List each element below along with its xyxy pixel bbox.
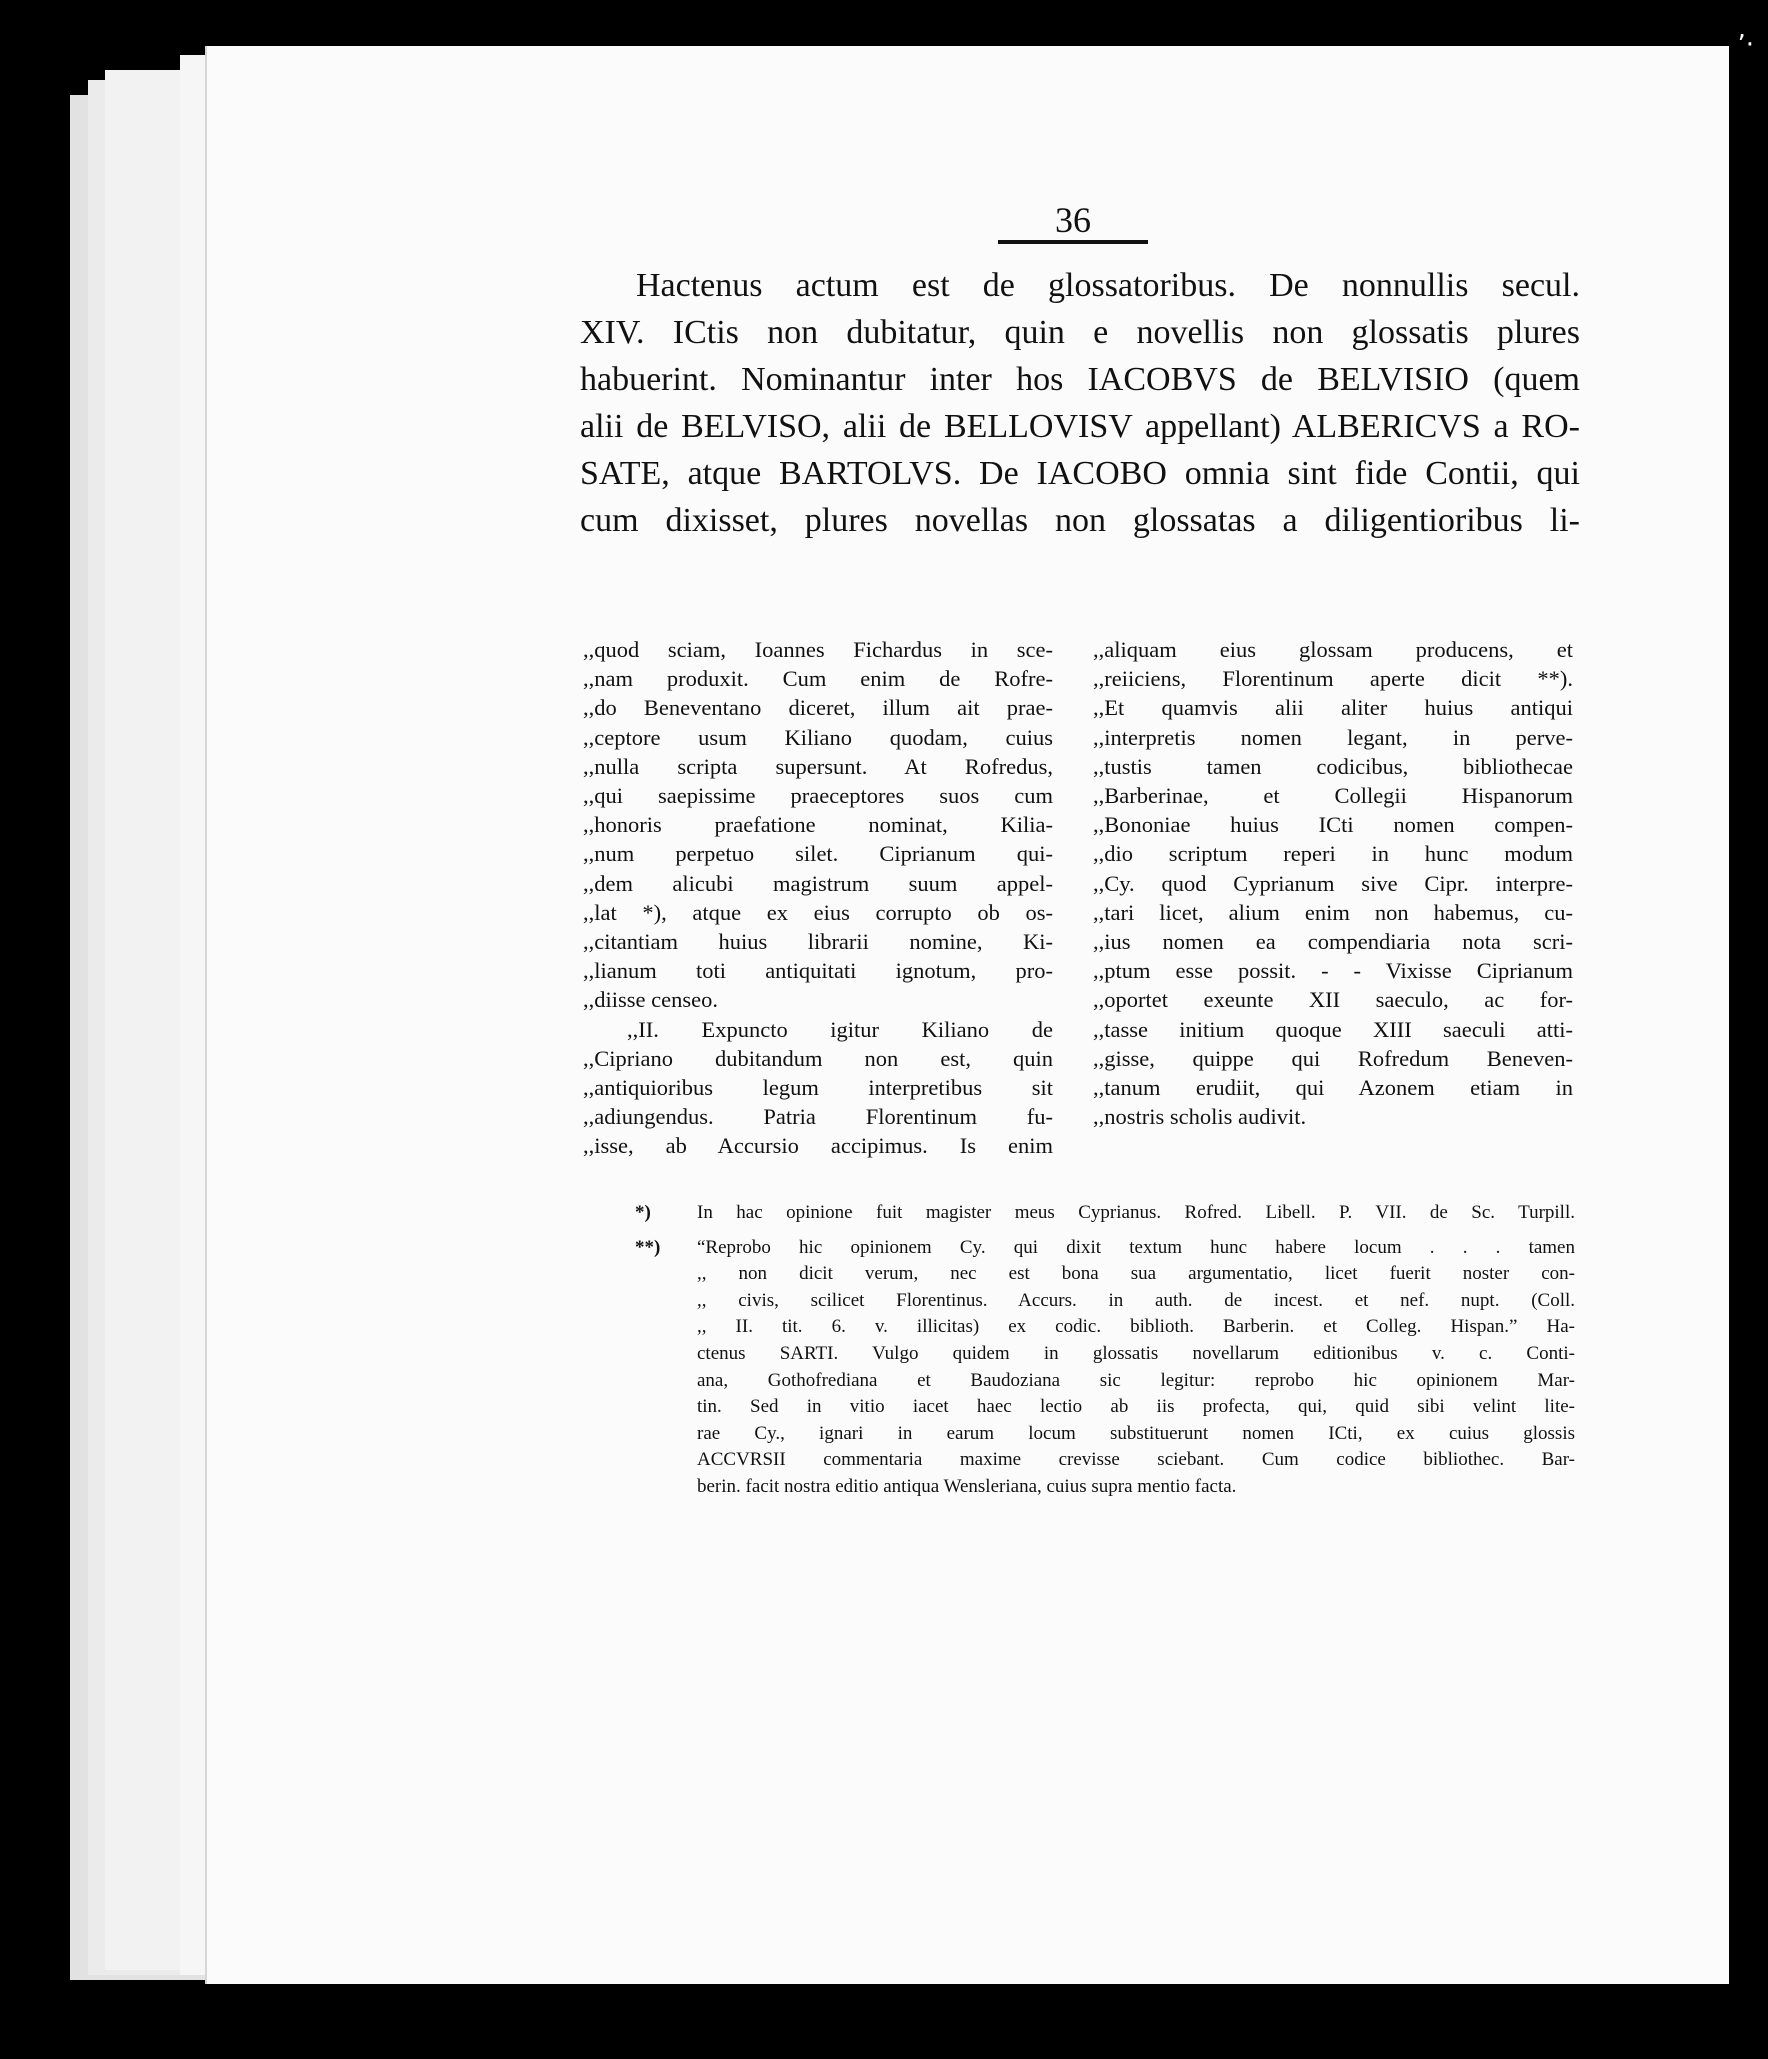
- main-paragraph: [580, 262, 1580, 544]
- footnote-line: In hac opinione fuit magister meus Cyprianus. Rofred. Libell. P. VII. de Sc. Turpill.: [697, 1202, 1575, 1223]
- main-line: XIV. ICtis non dubitatur, quin e novellis non glossatis plures: [580, 314, 1580, 351]
- corner-mark: ’·: [1737, 30, 1754, 60]
- footnotes: [625, 1200, 1575, 1501]
- quote-line: ,,nulla scripta supersunt. At Rofredus,: [583, 753, 1053, 779]
- quote-line: ,,tasse initium quoque XIII saeculi atti-: [1093, 1016, 1573, 1042]
- quote-line: ,,tari licet, alium enim non habemus, cu-: [1093, 899, 1573, 925]
- quote-line: ,,Cipriano dubitandum non est, quin: [583, 1045, 1053, 1071]
- quote-line: ,,antiquioribus legum interpretibus sit: [583, 1075, 1053, 1101]
- quote-line: ,,aliquam eius glossam producens, et: [1093, 637, 1573, 662]
- quote-line: ,,ius nomen ea compendiaria nota scri-: [1093, 929, 1573, 955]
- quote-line: ,,dem alicubi magistrum suum appel-: [583, 870, 1053, 896]
- quote-line: ,,gisse, quippe qui Rofredum Beneven-: [1093, 1045, 1573, 1071]
- quote-line: ,,nostris scholis audivit.: [1093, 1104, 1307, 1130]
- quote-line: ,,lat *), atque ex eius corrupto ob os-: [583, 899, 1053, 925]
- footnote-mark: **): [635, 1236, 661, 1258]
- quote-line: ,,dio scriptum reperi in hunc modum: [1093, 841, 1573, 867]
- quote-line: ,,qui saepissime praeceptores suos cum: [583, 783, 1053, 809]
- main-line: habuerint. Nominantur inter hos IACOBVS de BELVISIO (quem: [580, 361, 1580, 398]
- quote-line: ,,ceptore usum Kiliano quodam, cuius: [583, 724, 1053, 750]
- footnote-line: rae Cy., ignari in earum locum substituerunt nomen ICti, ex cuius glossis: [697, 1422, 1575, 1444]
- quote-line: ,,num perpetuo silet. Ciprianum qui-: [583, 841, 1053, 867]
- quote-line: ,,Barberinae, et Collegii Hispanorum: [1093, 783, 1573, 809]
- quote-line: ,,tanum erudiit, qui Azonem etiam in: [1093, 1075, 1573, 1101]
- quote-line: ,,Cy. quod Cyprianum sive Cipr. interpre-: [1093, 870, 1573, 896]
- quote-line: ,,isse, ab Accursio accipimus. Is enim: [583, 1133, 1053, 1159]
- quote-column-left: [583, 635, 1053, 1161]
- quote-line: ,,Et quamvis alii aliter huius antiqui: [1093, 695, 1573, 721]
- quote-line: ,,do Beneventano diceret, illum ait prae-: [583, 695, 1053, 721]
- quote-line: ,,interpretis nomen legant, in perve-: [1093, 724, 1573, 750]
- quote-line: ,,reiiciens, Florentinum aperte dicit **).: [1093, 666, 1573, 692]
- footnote-line: berin. facit nostra editio antiqua Wensleriana, cuius supra mentio facta.: [697, 1475, 1237, 1497]
- quote-line: ,,nam produxit. Cum enim de Rofre-: [583, 666, 1053, 692]
- footnote-line: ,, non dicit verum, nec est bona sua argumentatio, licet fuerit noster con-: [697, 1263, 1575, 1285]
- footnote-line: ctenus SARTI. Vulgo quidem in glossatis novellarum editionibus v. c. Conti-: [697, 1342, 1575, 1364]
- main-line: Hactenus actum est de glossatoribus. De nonnullis secul.: [636, 267, 1580, 304]
- quote-line: ,,lianum toti antiquitati ignotum, pro-: [583, 958, 1053, 984]
- quote-line: ,,honoris praefatione nominat, Kilia-: [583, 812, 1053, 838]
- footnote-line: ana, Gothofrediana et Baudoziana sic legitur: reprobo hic opinionem Mar-: [697, 1369, 1575, 1391]
- main-line: alii de BELVISO, alii de BELLOVISV appellant) ALBERICVS a RO-: [580, 408, 1580, 445]
- quote-line: ,,diisse censeo.: [583, 987, 718, 1013]
- footnote-line: “Reprobo hic opinionem Cy. qui dixit textum hunc habere locum . . . tamen: [697, 1236, 1575, 1258]
- footnote-line: tin. Sed in vitio iacet haec lectio ab iis profecta, qui, quid sibi velint lite-: [697, 1396, 1575, 1418]
- footnote-1: [625, 1200, 1575, 1227]
- page-number: 36: [998, 202, 1148, 244]
- quote-line: ,,quod sciam, Ioannes Fichardus in sce-: [583, 637, 1053, 662]
- quote-line: ,,oportet exeunte XII saeculo, ac for-: [1093, 987, 1573, 1013]
- quote-line: ,,tustis tamen codicibus, bibliothecae: [1093, 753, 1573, 779]
- main-line: cum dixisset, plures novellas non glossatas a diligentioribus li-: [580, 502, 1580, 539]
- quote-line: ,,Bononiae huius ICti nomen compen-: [1093, 812, 1573, 838]
- footnote-mark: *): [635, 1202, 651, 1223]
- quote-line: ,,adiungendus. Patria Florentinum fu-: [583, 1104, 1053, 1130]
- footnote-2: [625, 1235, 1575, 1262]
- footnote-line: ,, civis, scilicet Florentinus. Accurs. in auth. de incest. et nef. nupt. (Coll.: [697, 1289, 1575, 1311]
- quote-column-right: [1093, 635, 1573, 1131]
- footnote-line: ,, II. tit. 6. v. illicitas) ex codic. biblioth. Barberin. et Colleg. Hispan.” Ha-: [697, 1316, 1575, 1338]
- quote-line: ,,citantiam huius librarii nomine, Ki-: [583, 929, 1053, 955]
- main-line: SATE, atque BARTOLVS. De IACOBO omnia sint fide Contii, qui: [580, 455, 1580, 492]
- quote-line: ,,II. Expuncto igitur Kiliano de: [627, 1016, 1053, 1042]
- footnote-line: ACCVRSII commentaria maxime crevisse sciebant. Cum codice bibliothec. Bar-: [697, 1449, 1575, 1471]
- quote-line: ,,ptum esse possit. - - Vixisse Ciprianum: [1093, 958, 1573, 984]
